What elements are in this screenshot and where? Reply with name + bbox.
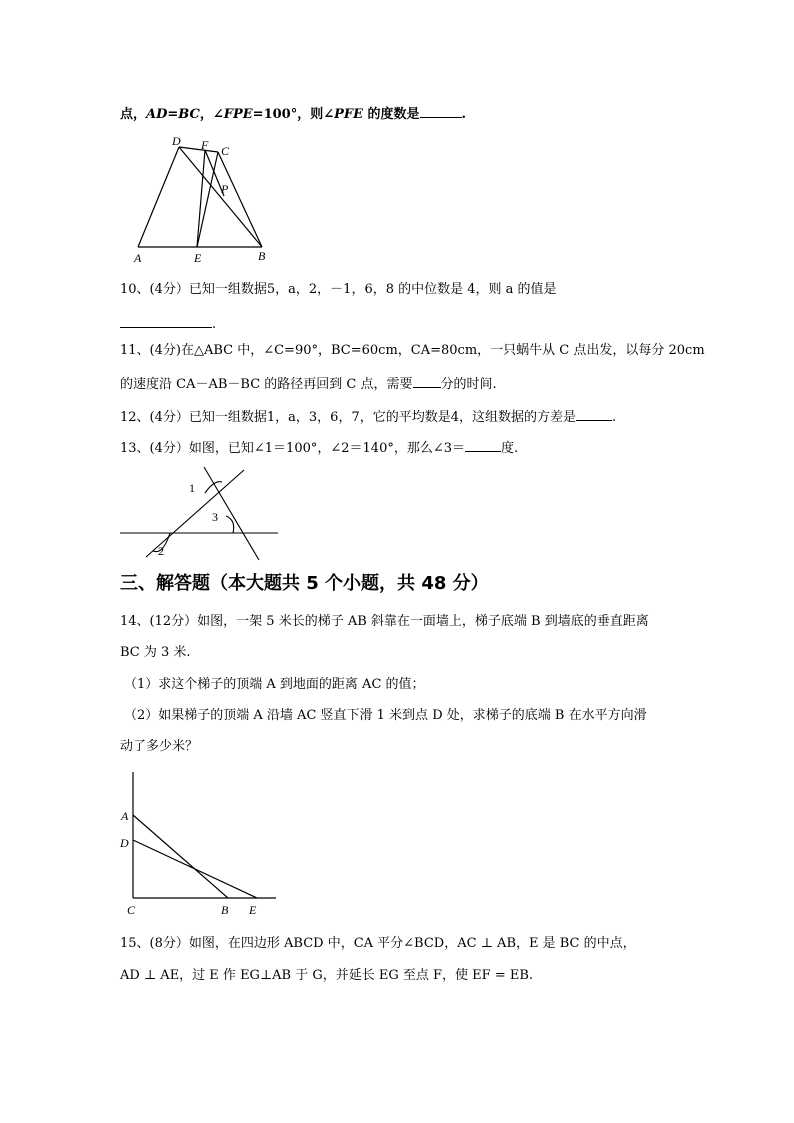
q13-main: 13、(4分）如图，已知∠1＝100°，∠2＝140°，那么∠3＝	[120, 441, 466, 456]
segment-EC	[197, 152, 218, 247]
angle-label-3: 3	[212, 510, 218, 524]
segment-FP	[205, 150, 224, 196]
q9-text	[120, 103, 466, 124]
q9-part2: AD=BC	[146, 107, 200, 122]
q14-sub1: （1）求这个梯子的顶端 A 到地面的距离 AC 的值；	[124, 677, 425, 692]
section-title: 三、解答题（本大题共 5 个小题，共 48 分）	[120, 573, 489, 594]
segment-FE	[197, 150, 205, 247]
angle-2-arc	[153, 533, 170, 552]
angle-label-2: 2	[158, 544, 164, 558]
q9-part6: PFE	[334, 107, 364, 122]
answer-blank[interactable]	[576, 406, 612, 421]
q12-end: .	[612, 410, 617, 425]
label-B: B	[221, 903, 229, 917]
q15-line2: AD ⊥ AE，过 E 作 EG⊥AB 于 G，并延长 EG 至点 F，使 EF = EB.	[120, 968, 534, 983]
q15-line1: 15、(8分）如图，在四边形 ABCD 中，CA 平分∠BCD，AC ⊥ AB，E 是 BC 的中点，	[120, 936, 636, 951]
q14-sub2: （2）如果梯子的顶端 A 沿墙 AC 竖直下滑 1 米到点 D 处，求梯子的底端 B 在水平方向滑	[124, 708, 647, 723]
q10-answer-line	[120, 313, 216, 334]
ladder-DE	[133, 840, 257, 898]
label-A: A	[121, 809, 129, 823]
answer-blank[interactable]	[420, 103, 462, 118]
label-C: C	[127, 903, 136, 917]
transversal-2	[204, 467, 259, 560]
q14-sub2b: 动了多少米？	[120, 739, 199, 754]
q14-line1: 14、(12分）如图，一架 5 米长的梯子 AB 斜靠在一面墙上，梯子底端 B 到墙底的垂直距离	[120, 614, 649, 629]
q10-text	[120, 281, 557, 299]
q11-line1: 11、(4分)在△ABC 中，∠C=90°，BC=60cm，CA=80cm，一只蜗牛从 C 点出发，以每分 20cm	[120, 343, 705, 358]
q14-line2: BC 为 3 米.	[120, 645, 191, 660]
q12-main: 12、(4分）已知一组数据1，a，3，6，7，它的平均数是4，这组数据的方差是	[120, 410, 576, 425]
q12-text	[120, 406, 616, 427]
label-P: P	[221, 182, 229, 196]
q10-line1: 10、(4分）已知一组数据5，a，2，－1，6，8 的中位数是 4，则 a 的值是	[120, 282, 557, 297]
segment-DB	[179, 147, 262, 247]
segment-DC	[179, 147, 218, 152]
label-E: E	[249, 903, 257, 917]
label-C: C	[221, 144, 230, 158]
q9-end: .	[461, 107, 467, 122]
angle-label-1: 1	[189, 481, 195, 495]
label-A: A	[134, 251, 142, 265]
q9-part3: ，∠	[199, 107, 224, 122]
transversal-1	[146, 470, 244, 557]
q10-end: .	[212, 317, 217, 332]
q11-line2a: 的速度沿 CA－AB－BC 的路径再回到 C 点，需要	[120, 377, 413, 392]
label-B: B	[258, 249, 266, 263]
label-D: D	[120, 836, 129, 850]
q9-part7: 的度数是	[363, 107, 420, 122]
q9-part5: =100°，则∠	[252, 107, 335, 122]
ladder-AB	[133, 815, 228, 898]
segment-CB	[218, 152, 262, 247]
label-F: F	[201, 138, 209, 152]
q11-line2b: 分的时间.	[440, 377, 497, 392]
answer-blank[interactable]	[120, 313, 212, 328]
q13-text	[120, 437, 518, 458]
label-D: D	[172, 134, 181, 148]
q9-part4: FPE	[223, 107, 253, 122]
answer-blank[interactable]	[413, 373, 441, 388]
angle-3-arc	[226, 516, 234, 533]
label-E: E	[194, 251, 202, 265]
q11-line2	[120, 373, 497, 394]
answer-blank[interactable]	[465, 437, 501, 452]
angle-1-arc	[205, 482, 222, 493]
q13-end: 度.	[501, 441, 519, 456]
segment-AD	[138, 147, 179, 247]
q9-part1: 点，	[120, 107, 147, 122]
